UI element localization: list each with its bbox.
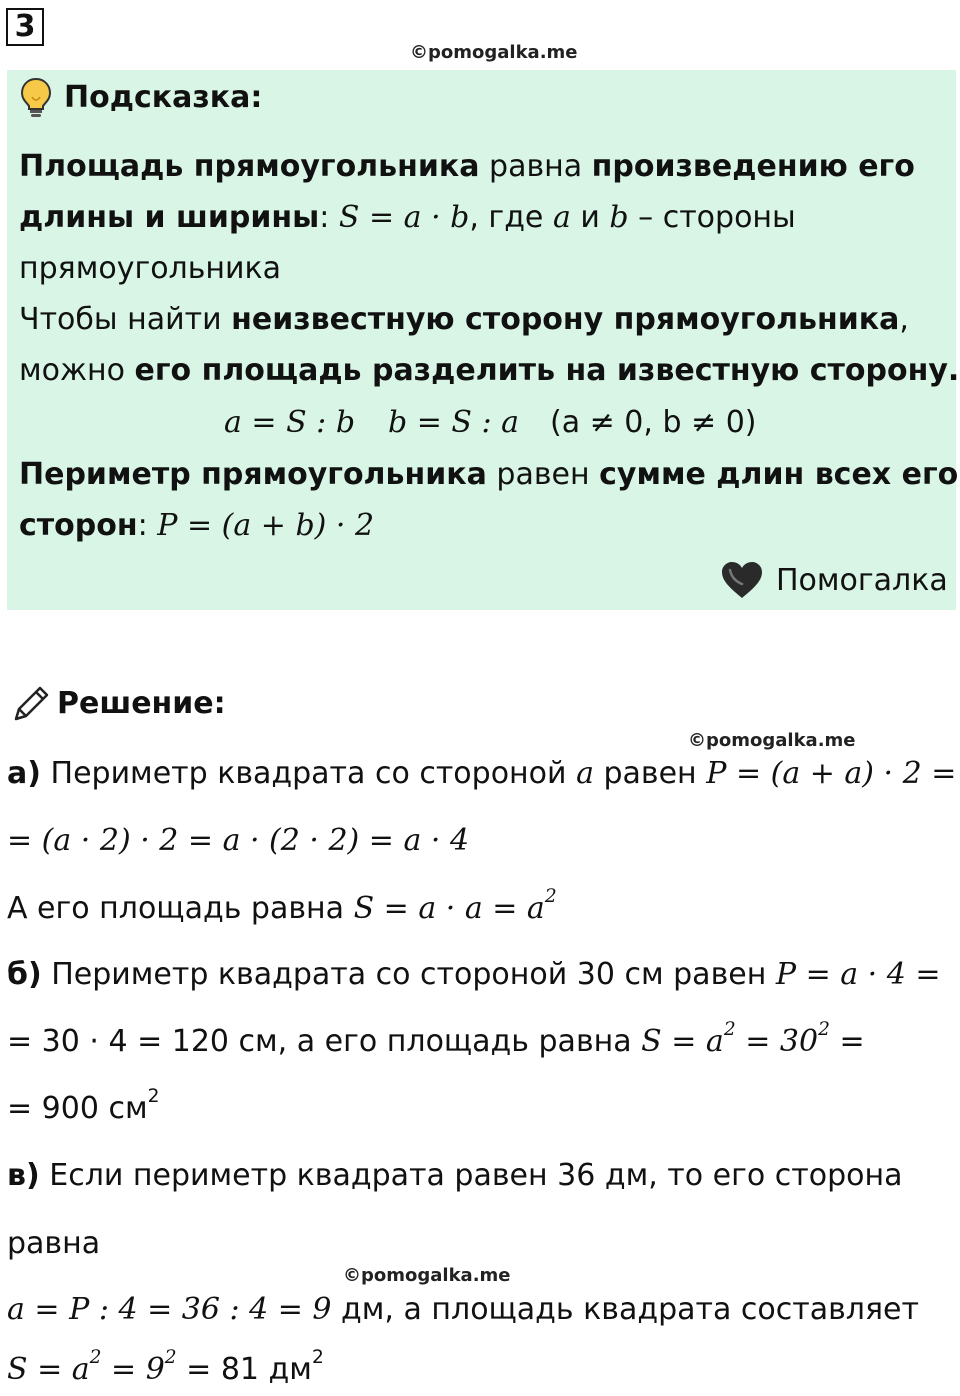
solution-c-line-2: равна [7,1226,101,1261]
solution-b-line-3 [7,1086,160,1129]
hint-text: прямоугольника [19,251,282,286]
hint-text: равен [486,457,600,492]
exponent: 2 [818,1019,830,1041]
exponent: 2 [89,1347,102,1369]
hint-text: и [570,200,610,235]
hint-text: , где [469,200,553,235]
formula: S = a [7,1352,90,1387]
hint-text: Периметр прямоугольника [19,457,487,492]
formula: a [552,200,571,235]
heart-icon [720,560,764,600]
hint-text: длины и ширины [19,200,320,235]
exponent: 2 [311,1347,324,1369]
exponent: 2 [544,886,557,908]
lightbulb-icon [20,77,52,119]
hint-line-5 [19,351,959,391]
watermark-middle: ©pomogalka.me [688,730,856,751]
hint-text: его площадь разделить на известную сторону. [134,353,960,388]
hint-line-1 [19,147,915,187]
hint-text: сумме длин всех его [599,457,959,492]
hint-line-2 [19,198,796,238]
solution-c-line-4 [7,1347,324,1390]
formula: S = a · a = a [353,891,545,926]
solution-text: равен [593,756,707,791]
exponent: 2 [147,1086,160,1108]
hint-text: : [137,508,158,543]
formula: a [576,756,594,791]
solution-c-line-3 [7,1290,919,1330]
hint-line-7 [19,455,958,495]
solution-a-line-3 [7,886,557,929]
hint-text: – стороны [628,200,796,235]
hint-text: неизвестную сторону прямоугольника [231,302,900,337]
hint-text: , [899,302,909,337]
exponent: 2 [723,1019,736,1041]
solution-text: А его площадь равна [7,891,354,926]
formula: = 9 [101,1352,165,1387]
formula: P = (a + a) · 2 = [706,756,957,791]
hint-line-8 [19,506,374,546]
formula: P = a · 4 = [775,957,941,992]
hint-text: : [319,200,339,235]
part-label: б) [7,957,42,992]
solution-title: Решение: [57,686,226,721]
solution-text: = 900 см [7,1091,148,1126]
formula: b [609,200,629,235]
hint-text: можно [19,353,135,388]
formula: = 30 [735,1024,819,1059]
formula-condition: (a ≠ 0, b ≠ 0) [550,405,757,440]
hint-title: Подсказка: [64,80,263,115]
formula: P = (a + b) · 2 [157,508,375,543]
solution-text: дм, а площадь квадрата составляет [331,1292,919,1327]
solution-text: = 30 · 4 = 120 см, а его площадь равна [7,1024,642,1059]
solution-a-line-2: = (a · 2) · 2 = a · (2 · 2) = a · 4 [7,823,470,858]
formula: S = a [641,1024,724,1059]
pencil-icon [10,683,52,725]
brand-label: Помогалка [776,563,948,598]
exponent: 2 [164,1347,177,1369]
hint-text: Площадь прямоугольника [19,149,480,184]
part-label: в) [7,1158,40,1193]
solution-text: Если периметр квадрата равен 36 дм, то его сторона [39,1158,903,1193]
hint-text: равна [479,149,592,184]
formula-a: a = S : b [224,405,356,440]
watermark-top: ©pomogalka.me [410,42,578,63]
solution-c-line-1 [7,1156,902,1196]
formula: a = P : 4 = 36 : 4 = 9 [7,1292,332,1327]
solution-text: = [829,1024,865,1059]
solution-text: Периметр квадрата со стороной 30 см равен [41,957,776,992]
hint-line-3 [19,249,281,289]
hint-text: Чтобы найти [19,302,232,337]
hint-line-4 [19,300,909,340]
formula-b: b = S : a [388,405,520,440]
solution-a-line-1 [7,754,956,794]
task-number: 3 [6,8,44,46]
solution-b-line-1 [7,955,941,995]
solution-b-line-2 [7,1019,865,1062]
part-label: а) [7,756,41,791]
hint-text: сторон [19,508,138,543]
formula: S = a · b [338,200,470,235]
hint-text: произведению его [591,149,915,184]
solution-text: Периметр квадрата со стороной [40,756,577,791]
formula: = 81 дм [176,1352,312,1387]
watermark-bottom: ©pomogalka.me [343,1265,511,1286]
